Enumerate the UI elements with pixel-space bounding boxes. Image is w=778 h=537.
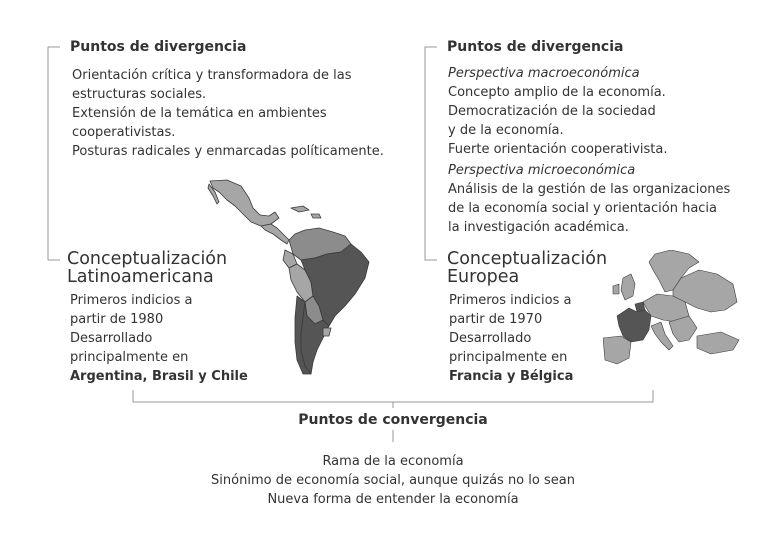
left-bracket-line <box>48 47 60 260</box>
list-item: Extensión de la temática en ambientes <box>72 106 327 121</box>
list-item: Nueva forma de entender la economía <box>267 492 519 507</box>
list-item: estructuras sociales. <box>72 87 207 102</box>
convergence-bracket-line <box>133 390 653 402</box>
latin-american-concept-title: Conceptualización Latinoamericana <box>67 249 228 287</box>
european-countries: Francia y Bélgica <box>449 369 574 384</box>
european-concept-title: Conceptualización Europea <box>447 249 608 287</box>
list-item: Democratización de la sociedad <box>448 104 656 119</box>
list-item: Análisis de la gestión de las organizaciones <box>448 182 731 197</box>
list-item: de la economía social y orientación hacia <box>448 201 718 216</box>
list-item: y de la economía. <box>448 123 564 138</box>
macro-perspective-label: Perspectiva macroeconómica <box>448 66 640 81</box>
latin-american-countries: Argentina, Brasil y Chile <box>70 369 248 384</box>
list-item: Concepto amplio de la economía. <box>448 85 666 100</box>
europe-map-icon <box>603 250 741 365</box>
list-item: Fuerte orientación cooperativista. <box>448 142 668 157</box>
convergence-title: Puntos de convergencia <box>298 412 488 428</box>
latin-american-concept-details: Primeros indicios a partir de 1980 Desarrollado principalmente en Argentina, Brasil y Chile <box>70 293 248 384</box>
list-item: la investigación académica. <box>448 220 629 235</box>
right-divergence-title: Puntos de divergencia <box>447 39 624 55</box>
european-concept-details: Primeros indicios a partir de 1970 Desarrollado principalmente en Francia y Bélgica <box>449 293 574 384</box>
convergence-list <box>143 452 643 509</box>
micro-perspective-label: Perspectiva microeconómica <box>448 163 636 178</box>
right-bracket-line <box>425 47 437 260</box>
list-item: cooperativistas. <box>72 125 176 140</box>
left-divergence-list <box>72 66 384 161</box>
list-item: Orientación crítica y transformadora de las <box>72 68 352 83</box>
list-item: Posturas radicales y enmarcadas políticamente. <box>72 144 384 159</box>
list-item: Rama de la economía <box>322 454 464 469</box>
right-divergence-list <box>448 64 730 237</box>
left-divergence-title: Puntos de divergencia <box>70 39 247 55</box>
list-item: Sinónimo de economía social, aunque quizás no lo sean <box>211 473 575 488</box>
